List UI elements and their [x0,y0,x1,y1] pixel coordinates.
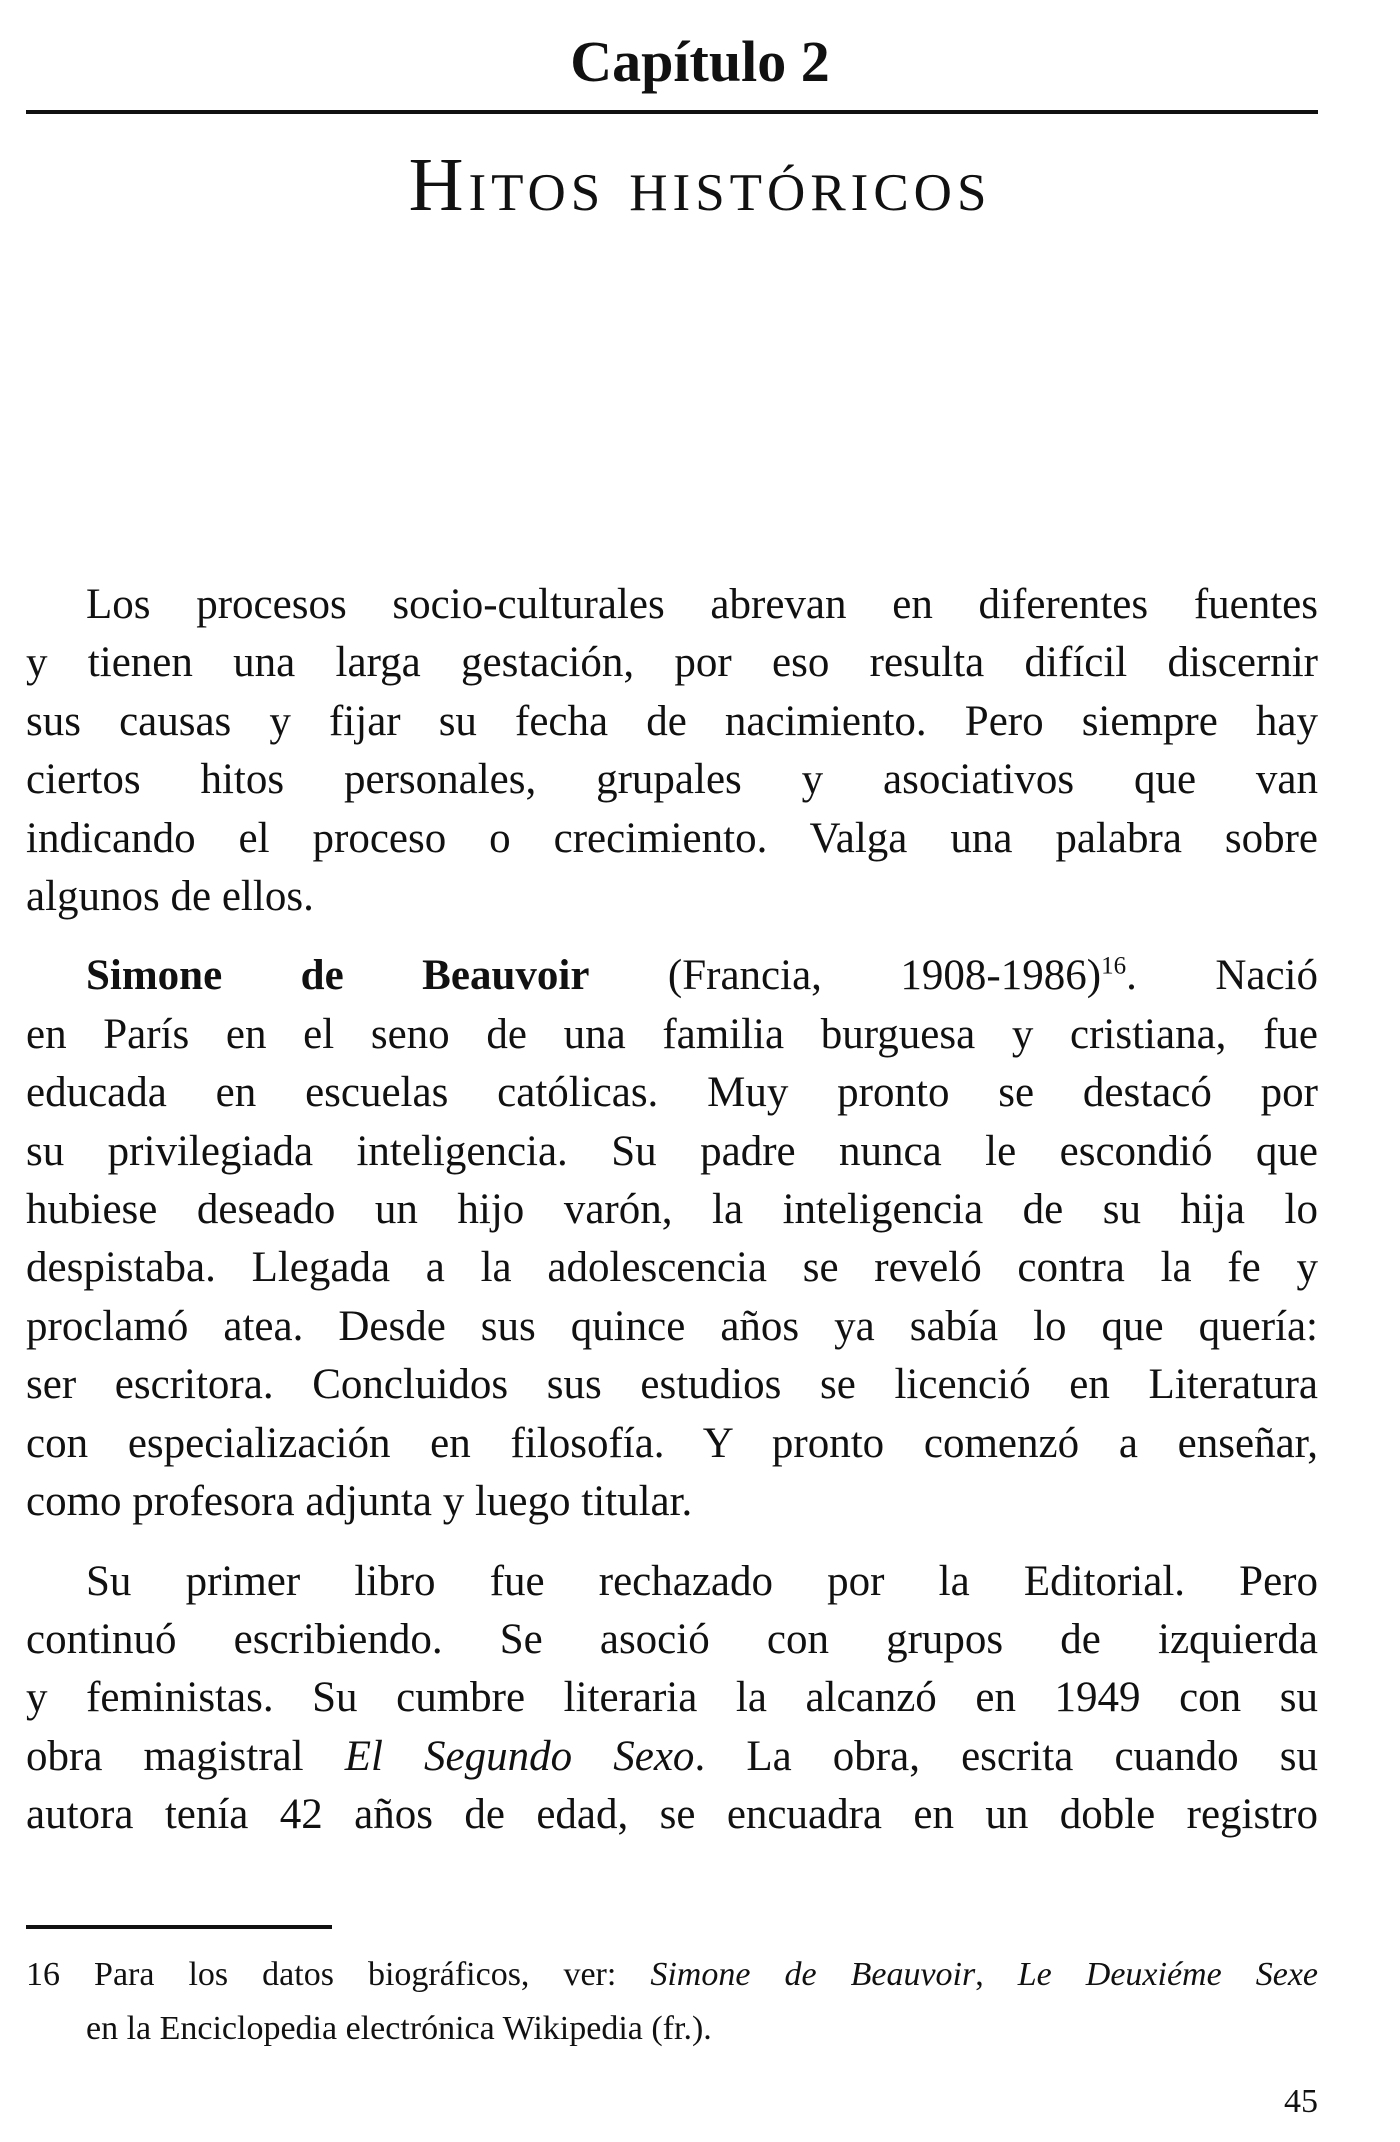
text-line: hubiese deseado un hijo varón, la inteligencia de su hija lo [26,1186,1318,1234]
text-line: ciertos hitos personales, grupales y asociativos que van [26,756,1318,804]
work-title: Simone de Beauvoir [650,1956,976,1993]
work-title: Le Deuxiéme Sexe [1017,1956,1318,1993]
text-line [26,1728,1318,1786]
text-line: algunos de ellos. [26,873,314,921]
text-segment: obra magistral [26,1732,345,1780]
text-line: despistaba. Llegada a la adolescencia se reveló contra la fe y [26,1244,1318,1292]
paragraph-intro [26,576,1318,926]
text-segment: Para los datos biográficos, ver: [60,1956,651,1993]
text-line: indicando el proceso o crecimiento. Valga una palabra sobre [26,814,1318,862]
text-line: como profesora adjunta y luego titular. [26,1478,693,1526]
text-line: con especialización en filosofía. Y pronto comenzó a enseñar, [26,1419,1318,1467]
page-number: 45 [1284,2083,1318,2120]
person-name: Simone de Beauvoir [86,952,590,1000]
chapter-title: Hitos históricos [408,143,992,227]
text-line: Los procesos socio-culturales abrevan en diferentes fuentes [86,581,1318,628]
text-segment: , [975,1956,1018,1993]
text-segment: . La obra, escrita cuando su [694,1732,1318,1780]
chapter-label: Capítulo 2 [570,29,830,94]
footnote-divider [26,1925,332,1929]
footnote [26,1948,1318,2056]
footnote-reference[interactable]: 16 [1101,953,1127,981]
paragraph-segundo-sexo [26,1553,1318,1845]
text-line: autora tenía 42 años de edad, se encuadra en un doble registro [26,1791,1318,1839]
paragraph-beauvoir [26,947,1318,1531]
text-line: educada en escuelas católicas. Muy pronto se destacó por [26,1069,1318,1117]
body-text [26,576,1318,1845]
text-line: y feministas. Su cumbre literaria la alcanzó en 1949 con su [26,1674,1318,1722]
text-line: ser escritora. Concluidos sus estudios se licenció en Literatura [26,1361,1318,1409]
book-title: El Segundo Sexo [344,1732,695,1780]
text-line: en París en el seno de una familia burguesa y cristiana, fue [26,1010,1318,1058]
text-line: Su primer libro fue rechazado por la Editorial. Pero [86,1557,1318,1605]
text-line: proclamó atea. Desde sus quince años ya sabía lo que quería: [26,1302,1318,1350]
footnote-number: 16 [26,1956,60,1993]
footnote-line: en la Enciclopedia electrónica Wikipedia (fr.). [86,2010,712,2047]
text-line: continuó escribiendo. Se asoció con grupos de izquierda [26,1615,1318,1663]
text-line: y tienen una larga gestación, por eso resulta difícil discernir [26,639,1318,687]
text-segment: (Francia, 1908-1986) [589,952,1102,1000]
text-line [26,947,1318,1005]
text-segment: . Nació [1126,952,1318,1000]
text-line: sus causas y fijar su fecha de nacimiento. Pero siempre hay [26,697,1318,745]
footnote-line [26,1948,1318,2002]
chapter-divider [26,110,1318,114]
text-line: su privilegiada inteligencia. Su padre nunca le escondió que [26,1127,1318,1175]
